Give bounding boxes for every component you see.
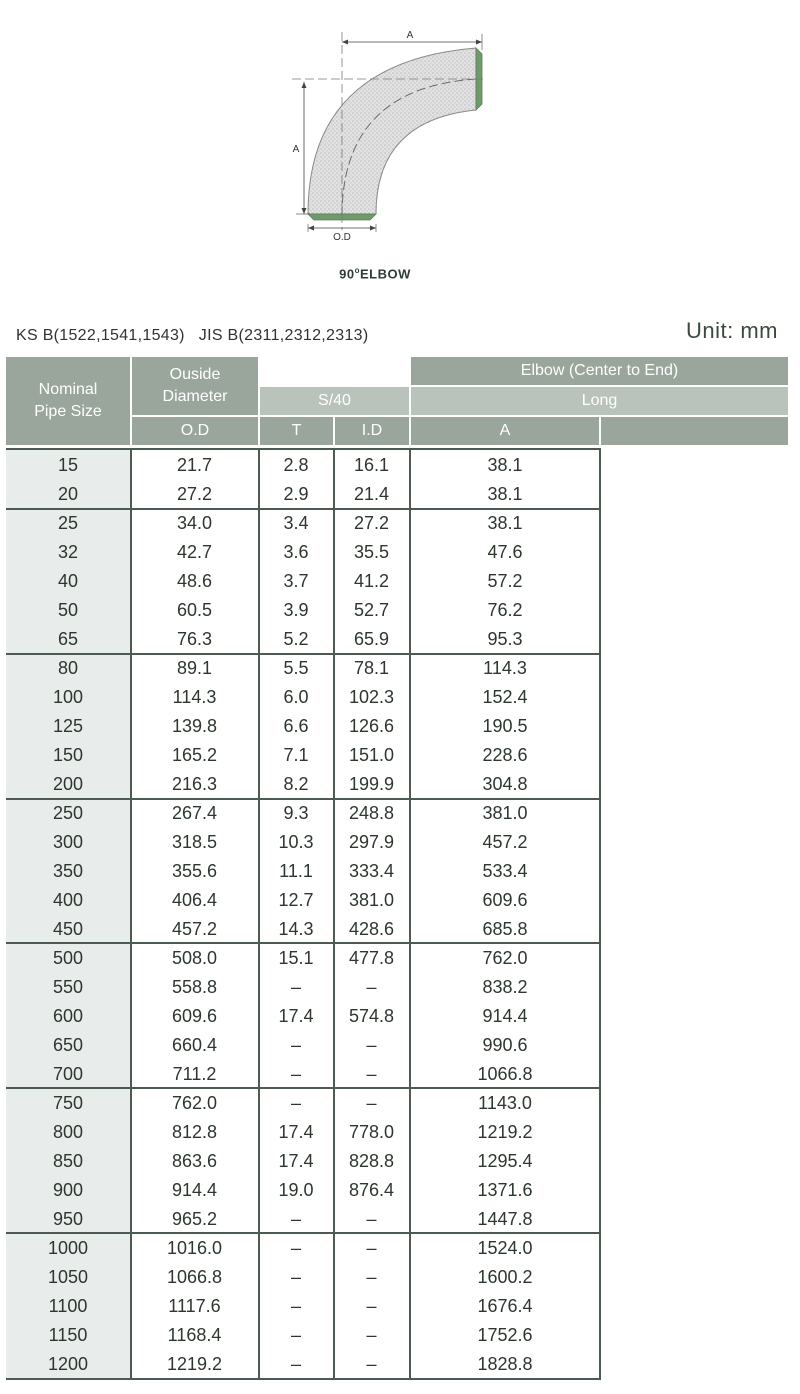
od-cell: 558.8 [171,977,218,997]
id-cell: – [366,1093,377,1113]
table-row [6,1002,606,1031]
nominal-size-cell: 65 [57,629,79,649]
t-cell: 5.2 [283,629,309,649]
id-cell: 778.0 [348,1122,395,1142]
id-cell: 27.2 [353,513,390,533]
id-cell: 333.4 [348,861,395,881]
a-cell: 1828.8 [477,1354,533,1374]
id-cell: – [366,977,377,997]
table-row [6,596,606,625]
header-id: I.D [335,417,409,445]
id-cell: – [366,1325,377,1345]
nominal-size-cell: 20 [57,484,79,504]
unit-label: Unit: mm [686,318,778,343]
id-cell: 126.6 [348,716,395,736]
t-cell: – [290,977,301,997]
t-cell: 17.4 [278,1006,314,1026]
table-row [6,915,606,944]
t-cell: – [290,1035,301,1055]
a-cell: 1295.4 [477,1151,533,1171]
od-cell: 762.0 [171,1093,218,1113]
od-cell: 660.4 [171,1035,218,1055]
od-cell: 609.6 [171,1006,218,1026]
nominal-size-cell: 250 [52,803,84,823]
a-cell: 1143.0 [478,1093,532,1113]
a-cell: 533.4 [482,861,528,881]
od-cell: 139.8 [171,716,218,736]
a-cell: 38.1 [487,513,523,533]
header-blank [601,417,788,445]
a-cell: 990.6 [482,1035,528,1055]
dim-a-side-label: A [292,144,300,155]
od-cell: 711.2 [172,1064,217,1084]
nominal-size-cell: 800 [52,1122,84,1142]
header-s40: S/40 [260,387,409,415]
od-cell: 60.5 [176,600,213,620]
od-cell: 406.4 [171,890,218,910]
t-cell: – [290,1064,301,1084]
t-cell: – [290,1296,301,1316]
nominal-size-cell: 600 [52,1006,84,1026]
a-cell: 57.2 [487,571,523,591]
id-cell: 35.5 [353,542,390,562]
a-cell: 47.6 [487,542,523,562]
t-cell: 7.1 [283,745,309,765]
figure-caption: 90$^o$ELBOW [339,266,411,282]
t-cell: 17.4 [278,1122,314,1142]
id-cell: – [366,1296,377,1316]
nominal-size-cell: 100 [52,687,84,707]
od-cell: 48.6 [176,571,213,591]
t-cell: – [290,1093,301,1113]
elbow-drawing [280,20,520,250]
table-row [6,480,606,509]
nominal-size-cell: 1100 [48,1296,88,1316]
table-row [6,1089,606,1118]
table-row [6,828,606,857]
table-row [6,1031,606,1060]
t-cell: 9.3 [283,803,309,823]
t-cell: 3.4 [283,513,309,533]
t-cell: 17.4 [278,1151,314,1171]
od-cell: 165.2 [171,745,218,765]
table-row [6,654,606,683]
od-cell: 508.0 [171,948,218,968]
header-od: O.D [132,417,258,445]
table-row [6,741,606,770]
t-cell: 2.8 [283,455,309,475]
nominal-size-cell: 1150 [48,1325,88,1345]
a-cell: 152.4 [482,687,528,707]
nominal-size-cell: 450 [52,919,84,939]
nominal-size-cell: 15 [57,455,79,475]
ks-standard: KS B(1522,1541,1543) [16,327,185,344]
id-cell: 78.1 [353,658,390,678]
a-cell: 114.3 [483,658,527,678]
t-cell: 3.7 [283,571,309,591]
t-cell: 2.9 [283,484,309,504]
header-elbow: Elbow (Center to End) [411,357,788,385]
a-cell: 38.1 [487,484,523,504]
id-cell: 102.3 [348,687,395,707]
od-cell: 27.2 [176,484,213,504]
t-cell: 12.7 [278,890,314,910]
t-cell: 3.9 [283,600,309,620]
nominal-size-cell: 125 [52,716,84,736]
t-cell: 8.2 [283,774,309,794]
nominal-size-cell: 25 [57,513,79,533]
id-cell: 297.9 [348,832,395,852]
nominal-size-cell: 950 [52,1209,84,1229]
t-cell: 15.1 [278,948,314,968]
header-outside-diameter: Ouside Diameter [132,357,258,415]
table-row [6,944,606,973]
nominal-size-cell: 750 [52,1093,84,1113]
id-cell: – [366,1035,377,1055]
id-cell: 248.8 [348,803,395,823]
table-row [6,538,606,567]
od-cell: 89.1 [176,658,213,678]
a-cell: 1676.4 [477,1296,533,1316]
table-row [6,886,606,915]
od-cell: 812.8 [171,1122,218,1142]
header-long: Long [411,387,788,415]
table-row [6,625,606,654]
id-cell: – [366,1238,377,1258]
od-cell: 457.2 [171,919,218,939]
nominal-size-cell: 1050 [47,1267,89,1287]
a-cell: 762.0 [482,948,528,968]
nominal-size-cell: 1000 [47,1238,89,1258]
table-row [6,1147,606,1176]
table-row [6,509,606,538]
nominal-size-cell: 150 [52,745,84,765]
dim-od-label: O.D [333,232,351,243]
id-cell: 828.8 [348,1151,395,1171]
nominal-size-cell: 1200 [47,1354,89,1374]
od-cell: 1066.8 [166,1267,223,1287]
table-row [6,567,606,596]
t-cell: 6.6 [283,716,309,736]
nominal-size-cell: 850 [52,1151,84,1171]
nominal-size-cell: 650 [52,1035,84,1055]
table-row [6,1234,606,1263]
id-cell: – [366,1267,377,1287]
a-cell: 1600.2 [477,1267,533,1287]
id-cell: 381.0 [348,890,395,910]
table-row [6,1176,606,1205]
t-cell: – [290,1238,301,1258]
table-row [6,1292,606,1321]
t-cell: – [290,1209,301,1229]
id-cell: 151.0 [348,745,395,765]
od-cell: 34.0 [176,513,213,533]
id-cell: 41.2 [353,571,390,591]
id-cell: 52.7 [353,600,390,620]
od-cell: 1168.4 [167,1325,222,1345]
id-cell: 876.4 [348,1180,395,1200]
od-cell: 267.4 [171,803,218,823]
a-cell: 228.6 [482,745,528,765]
table-row [6,683,606,712]
id-cell: – [366,1064,377,1084]
od-cell: 318.5 [171,832,218,852]
nominal-size-cell: 700 [52,1064,84,1084]
table-row [6,973,606,1002]
table-row [6,1060,606,1089]
nominal-size-cell: 350 [52,861,84,881]
nominal-size-cell: 900 [52,1180,84,1200]
a-cell: 304.8 [482,774,528,794]
od-cell: 914.4 [171,1180,218,1200]
a-cell: 457.2 [482,832,528,852]
od-cell: 76.3 [176,629,213,649]
elbow-body [308,48,476,214]
od-cell: 863.6 [171,1151,218,1171]
od-cell: 1219.2 [166,1354,223,1374]
id-cell: – [366,1209,377,1229]
od-cell: 1016.0 [166,1238,223,1258]
id-cell: 65.9 [353,629,390,649]
table-row [6,1350,606,1379]
t-cell: 14.3 [278,919,314,939]
nominal-size-cell: 32 [57,542,79,562]
nominal-size-cell: 550 [52,977,84,997]
id-cell: 16.1 [353,455,390,475]
t-cell: 10.3 [278,832,314,852]
table-row [6,857,606,886]
od-cell: 1117.6 [168,1296,221,1316]
id-cell: 428.6 [348,919,395,939]
id-cell: 199.9 [348,774,395,794]
table-row [6,799,606,828]
nominal-size-cell: 50 [57,600,79,620]
table-row [6,712,606,741]
od-cell: 965.2 [171,1209,218,1229]
nominal-size-cell: 40 [57,571,79,591]
nominal-size-cell: 200 [52,774,84,794]
header-nominal-pipe-size: Nominal Pipe Size [6,357,130,445]
table-row [6,770,606,799]
table-row [6,1118,606,1147]
a-cell: 38.1 [487,455,523,475]
a-cell: 1066.8 [477,1064,533,1084]
nominal-size-cell: 400 [52,890,84,910]
table-row [6,1321,606,1350]
dim-a-top-label: A [406,30,414,41]
id-cell: 574.8 [348,1006,395,1026]
od-cell: 355.6 [171,861,218,881]
nominal-size-cell: 500 [52,948,84,968]
a-cell: 914.4 [482,1006,528,1026]
od-cell: 216.3 [171,774,218,794]
elbow-diagram [280,20,520,250]
a-cell: 1447.8 [477,1209,533,1229]
t-cell: 6.0 [283,687,309,707]
od-cell: 21.7 [176,455,213,475]
a-cell: 685.8 [482,919,528,939]
a-cell: 76.2 [487,600,523,620]
table-body [6,448,606,1380]
od-cell: 114.3 [172,687,217,707]
a-cell: 1371.6 [477,1180,533,1200]
header-a: A [411,417,599,445]
a-cell: 1752.6 [477,1325,533,1345]
t-cell: 19.0 [278,1180,314,1200]
table-row [6,1263,606,1292]
t-cell: – [290,1267,301,1287]
a-cell: 190.5 [482,716,528,736]
t-cell: 11.1 [279,861,313,881]
od-cell: 42.7 [176,542,213,562]
a-cell: 838.2 [482,977,528,997]
id-cell: 477.8 [348,948,395,968]
t-cell: 3.6 [283,542,309,562]
a-cell: 609.6 [482,890,528,910]
a-cell: 381.0 [482,803,528,823]
id-cell: – [366,1354,377,1374]
standards-line [16,327,382,345]
a-cell: 1524.0 [477,1238,533,1258]
header-t: T [260,417,333,445]
jis-standard: JIS B(2311,2312,2313) [198,327,369,344]
t-cell: – [290,1325,301,1345]
t-cell: 5.5 [283,658,309,678]
table-row [6,1205,606,1234]
table-row [6,451,606,480]
nominal-size-cell: 80 [57,658,79,678]
a-cell: 1219.2 [477,1122,533,1142]
a-cell: 95.3 [487,629,523,649]
nominal-size-cell: 300 [52,832,84,852]
id-cell: 21.4 [353,484,390,504]
t-cell: – [290,1354,301,1374]
